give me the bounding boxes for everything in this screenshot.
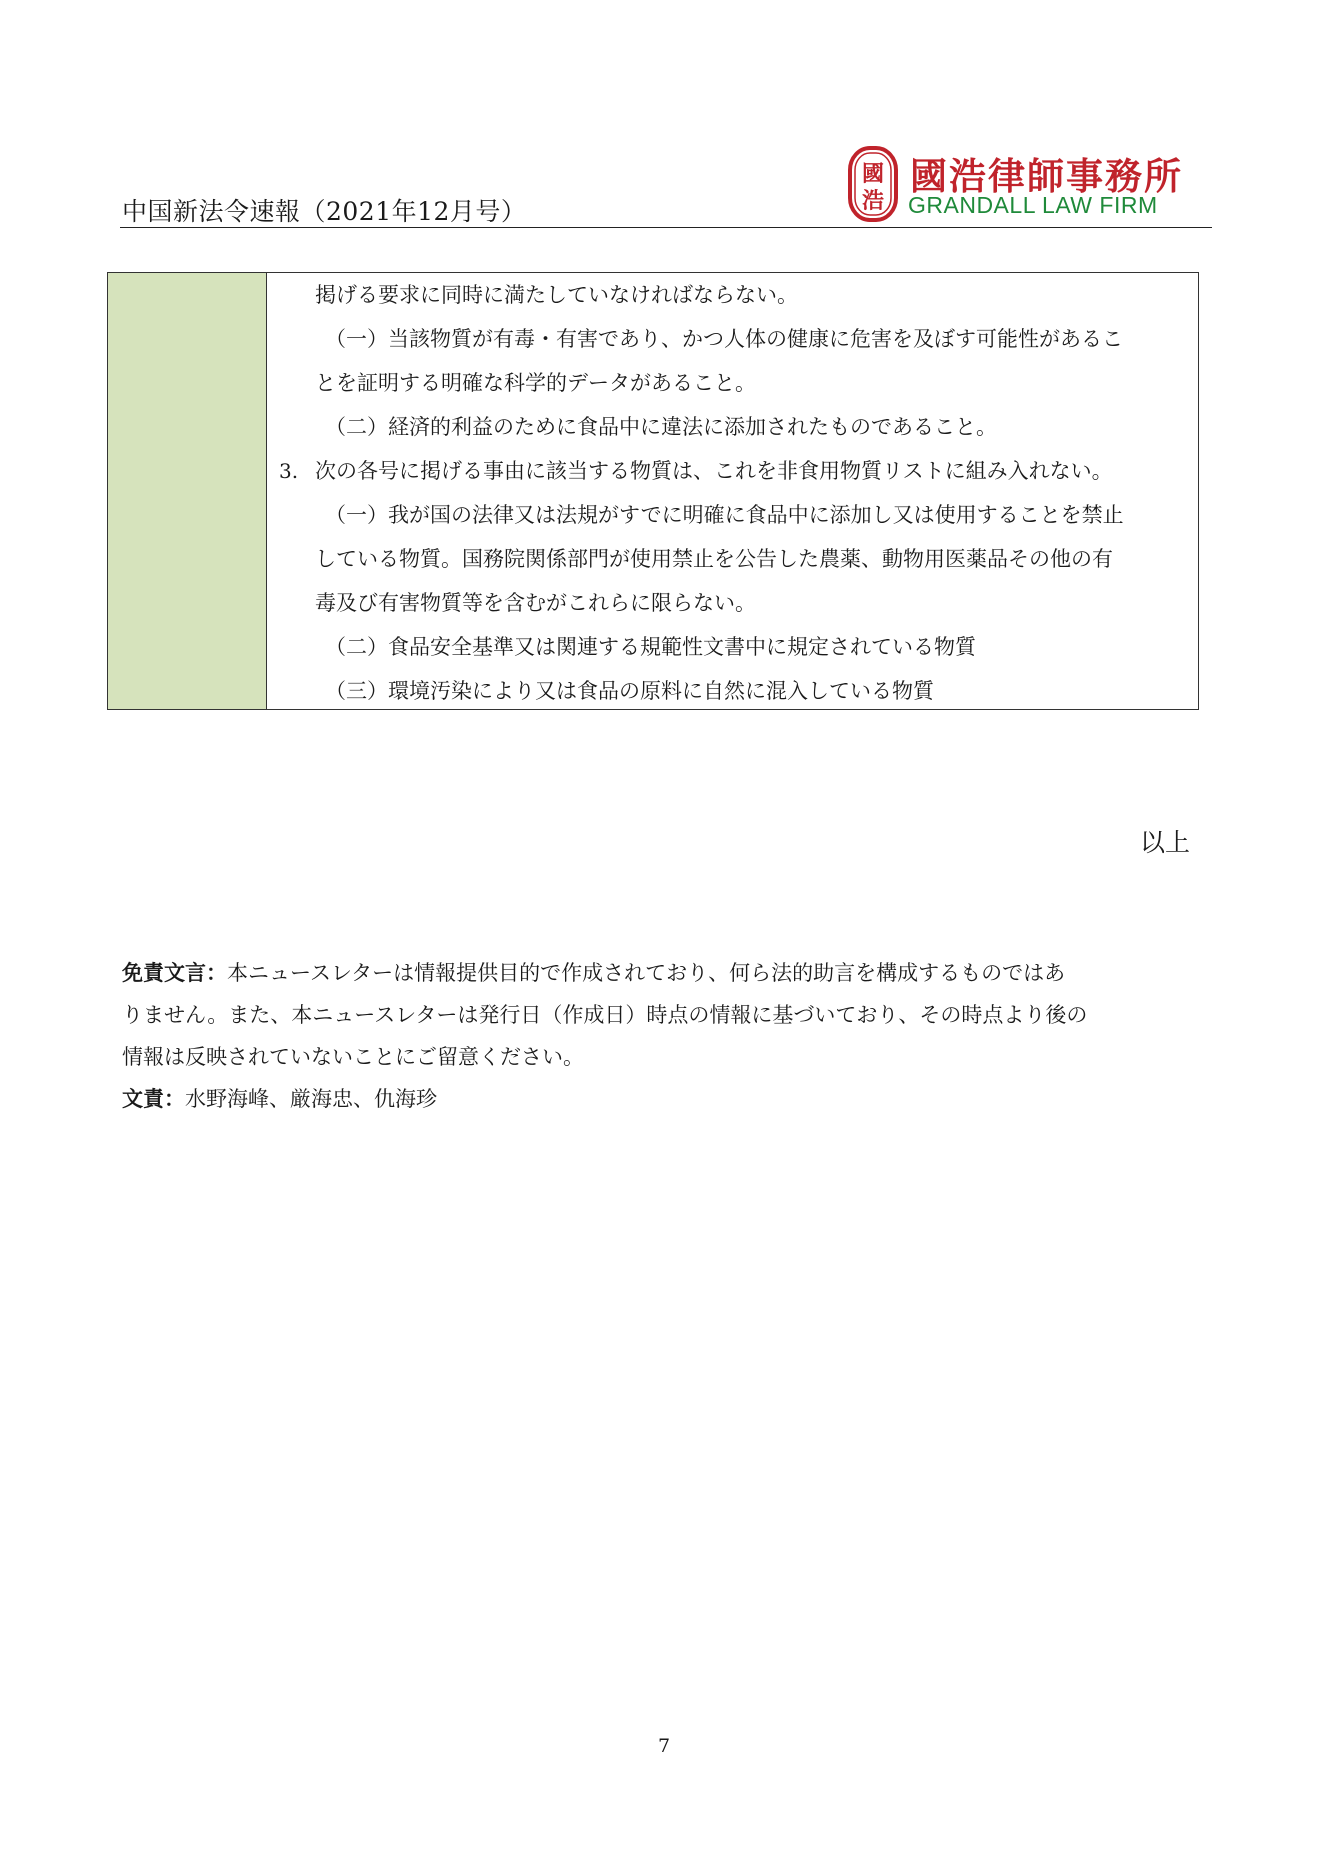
logo-english-name: GRANDALL LAW FIRM [908, 192, 1158, 218]
svg-text:國: 國 [861, 162, 885, 187]
item-number: 3. [279, 459, 299, 483]
table-line: とを証明する明確な科学的データがあること。 [315, 371, 756, 395]
disclaimer-text: 本ニュースレターは情報提供目的で作成されており、何ら法的助言を構成するものではあ [227, 961, 1066, 985]
page-number: 7 [658, 1735, 671, 1757]
authors-line [122, 1083, 437, 1113]
table-label-cell [108, 273, 267, 709]
table-line: （二）食品安全基準又は関連する規範性文書中に規定されている物質 [325, 635, 976, 659]
disclaimer-line-2: りません。また、本ニュースレターは発行日（作成日）時点の情報に基づいており、その時点より後の [122, 1003, 1088, 1027]
closing-mark: 以上 [1140, 828, 1191, 857]
regulation-table [107, 272, 1199, 710]
table-line: （一）我が国の法律又は法規がすでに明確に食品中に添加し又は使用することを禁止 [325, 503, 1124, 527]
header-divider [120, 227, 1212, 228]
logo-chinese-name: 國浩律師事務所 [910, 155, 1183, 198]
authors-names: 水野海峰、厳海忠、仇海珍 [185, 1087, 437, 1111]
table-line: 掲げる要求に同時に満たしていなければならない。 [315, 283, 798, 307]
table-line: （二）経済的利益のために食品中に違法に添加されたものであること。 [325, 415, 997, 439]
firm-logo [846, 146, 1186, 226]
table-content-cell [267, 273, 1198, 709]
authors-label: 文責： [122, 1086, 185, 1111]
table-line: している物質。国務院関係部門が使用禁止を公告した農薬、動物用医薬品その他の有 [315, 547, 1113, 571]
table-line: 毒及び有害物質等を含むがこれらに限らない。 [315, 591, 756, 615]
table-line: （一）当該物質が有毒・有害であり、かつ人体の健康に危害を及ぼす可能性があるこ [325, 327, 1123, 351]
seal-icon [846, 146, 900, 222]
table-line: 次の各号に掲げる事由に該当する物質は、これを非食用物質リストに組み入れない。 [315, 459, 1113, 483]
svg-text:浩: 浩 [861, 189, 885, 214]
disclaimer-line-1 [122, 957, 1065, 987]
table-line: （三）環境汚染により又は食品の原料に自然に混入している物質 [325, 679, 934, 703]
disclaimer-label: 免責文言： [122, 960, 227, 985]
disclaimer-line-3: 情報は反映されていないことにご留意ください。 [122, 1045, 584, 1069]
newsletter-title: 中国新法令速報（2021年12月号） [122, 197, 527, 226]
